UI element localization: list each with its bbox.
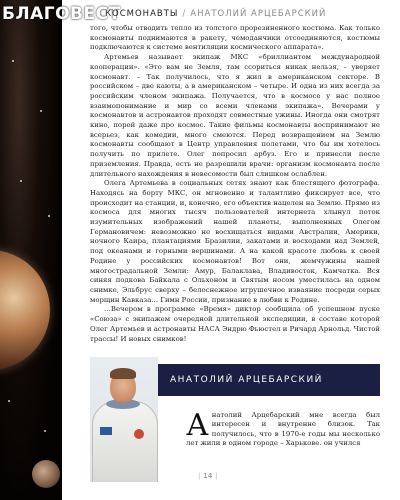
running-header: [105, 9, 326, 19]
paragraph: Олега Артемьева в социальных сетях знают как блестящего фотографа. Находясь на борту МКС, он мгновенно и талантливо фиксирует все, что происходит на станции, и, конечно, его объектив нацелен на Землю. Прямо из космоса для многих тысяч пользователей интернета хлынул поток изумительных изображений нашей планеты, выполненных Олегом Германовичем: невозможно не восхищаться видами Австралии, Америки, ночного Каира, плантациями Бразилии, закатами и восходами над Землей, под океанами и горными вершинами. А на какой красоте любовь к своей Родине у российских космонавтов! Вот они, жемчужины нашей многострадальной Земли: Амур, Балаклава, Владивосток, Камчатка. Вся синяя подкова Байкала с Ольхоном и Святым носом уместилась на одном снимке, Эльбрус сверху – белоснежное игрушечное изваяние посреди серых морщин Кавказа… Гимн России, признание в любви к Родине.: [90, 179, 380, 304]
paragraph: того, чтобы отводить тепло из толстого прорезиненного костюма. Как только космонавты поднимаются в ракету, чемоданчики отсоединяются, костюмы подключаются к системе вентиляции космического аппарата».: [90, 24, 380, 52]
header-separator: /: [182, 9, 187, 19]
paragraph: …Вечером в программе «Время» диктор сообщила об успешном пуске «Союза» с экипажем очередной длительной экспедиции, в составе которой Олег Артемьев и астронавты НАСА Эндрю Фьюстел и Ричард Арнольд. Чистой трассы! И новых снимков!: [90, 305, 380, 343]
space-photo: [0, 0, 62, 500]
header-section: КОСМОНАВТЫ: [105, 9, 179, 19]
drop-cap: А: [186, 408, 209, 443]
planet-image: [0, 250, 50, 370]
watermark: БЛАГОВЕСТ: [2, 4, 121, 24]
paragraph: Артемьев называет экипаж МКС «бриллиантом международной кооперации». «Это вам не Земля, там ссориться никак нельзя, – уверяет космонавт. – Так получилось, что я жил в американском секторе. В российском – две каюты, а в американском – четыре. И одна из них всегда за российским членом экипажа. Получается, что в космосе у нас полное взаимопонимание и мир со всеми членами экипажа». Вечерами у космонавтов и астронавтов проходят совместные ужины. Иногда они смотрят кино, порой даже про космос. Такие фильмы космонавты воспринимают не всерьез, как комедии, много смеются. Перед возвращением на Землю космонавты сообщают в Центр управления полетами, что бы им хотелось получить по прилете. Олег попросил арбуз. Его и принесли после приземления. Правда, есть не разрешили врачи: организм космонавта после длительного нахождения в невесомости был слишком ослаблен.: [90, 53, 380, 178]
page-number: | 14 |: [198, 472, 218, 480]
header-author: АНАТОЛИЙ АРЦЕБАРСКИЙ: [190, 9, 327, 19]
moon-image: [32, 460, 60, 488]
author-section: [90, 357, 380, 487]
page-number-value: 14: [203, 472, 213, 480]
author-text: натолий Арцебарский мне всегда был интересен и внутренне близок. Так получилось, что в 1970-е годы мы несколько лет жили в одном городе – Харькове. он учился: [186, 411, 380, 448]
article-body: [90, 24, 380, 344]
cosmonaut-portrait: [90, 357, 158, 482]
author-banner: АНАТОЛИЙ АРЦЕБАРСКИЙ: [158, 364, 380, 396]
author-paragraph: [186, 408, 380, 449]
